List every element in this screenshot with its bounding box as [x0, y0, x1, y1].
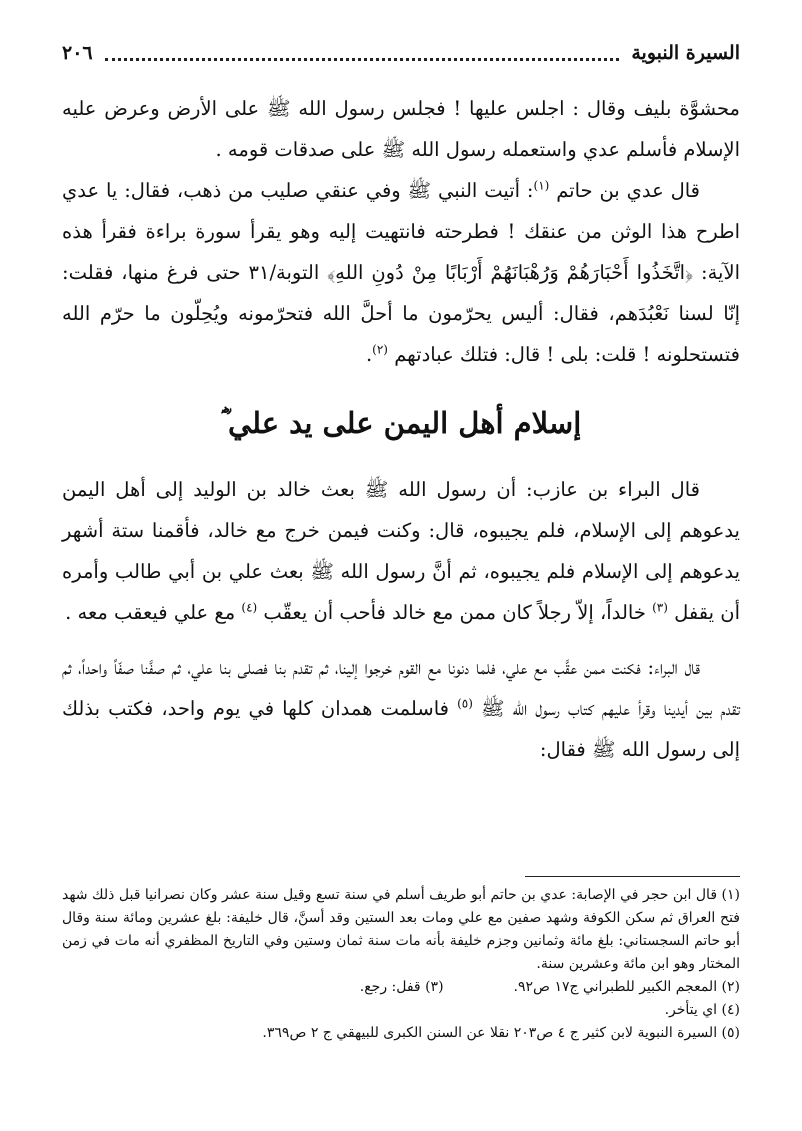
paragraph-3-part-a: قال البراء بن عازب: أن رسول الله ﷺ بعث خالد بن الوليد إلى أهل اليمن يدعوهم إلى الإسلام، فلم يجيبوه، قال: وكنت فيمن خرج مع خالد، فأقمنا ستة أشهر يدعوهم إلى الإسلام فلم يجيبوه، ثم أنَّ رسول الله ﷺ بعث علي بن أبي طالب وأمره أن يقفل	[62, 478, 740, 624]
footnote-ref-5[interactable]: (٥)	[457, 696, 473, 711]
page-number: ٢٠٦	[62, 42, 93, 64]
paragraph-4-part-a: قال البراء: فكنت ممن عقَّب مع علي، فلما دنونا مع القوم خرجوا إلينا، ثم تقدم بنا فصلى بنا علي، ثم صفَّنا صفّاً واحداً، ثم تقدم بين أيدينا وقرأ عليهم كتاب رسول الله ﷺ	[62, 656, 741, 720]
footnote-row-2-3	[62, 976, 740, 999]
paragraph-3	[62, 469, 740, 633]
footnote-ref-1[interactable]: (١)	[533, 178, 550, 193]
paragraph-4	[62, 647, 740, 770]
footnote-separator	[525, 876, 740, 877]
paragraph-1: محشوَّة بليف وقال : اجلس عليها ! فجلس رسول الله ﷺ على الأرض وعرض عليه الإسلام فأسلم عدي واستعمله رسول الله ﷺ على صدقات قومه .	[62, 97, 740, 161]
paragraph-4-part-b: فاسلمت همدان كلها في يوم واحد، فكتب بذلك إلى رسول الله ﷺ فقال:	[62, 697, 740, 761]
paragraph-2-end: .	[365, 343, 373, 366]
footnote-4: (٤) اي يتأخر.	[664, 1002, 740, 1018]
running-title: السيرة النبوية	[631, 42, 740, 64]
paragraph-2	[62, 170, 740, 375]
section-title: إسلام أهل اليمن على يد علي ؓ	[220, 406, 582, 440]
header-dot-leader	[105, 58, 620, 61]
page-header	[62, 38, 740, 68]
paragraph-3-part-b: خالداً، إلاّ رجلاً كان ممن مع خالد فأحب أن يعقّب	[263, 601, 646, 624]
footnote-ref-4[interactable]: (٤)	[241, 600, 258, 615]
footnote-ref-2[interactable]: (٢)	[372, 342, 388, 357]
footnote-3: (٣) قفل: رجع.	[359, 979, 444, 995]
paragraph-2-body: : أتيت النبي ﷺ وفي عنقي صليب من ذهب، فقال: يا عدي اطرح هذا الوثن من عنقك ! فطرحته فانتهيت إليه وهو يقرأ سورة براءة فقرأ هذه الآية: ﴿اتَّخَذُوا أَحْبَارَهُمْ وَرُهْبَانَهُمْ أَرْبَابًا مِنْ دُونِ اللهِ﴾ التوبة/٣١ حتى فرغ منها، فقلت: إنّا لسنا نَعْبُدَهم، فقال: أليس يحرّمون ما أحلَّ الله فتحرّمونه ويُحِلّون ما حرّم الله فتستحلونه ! قلت: بلى ! قال: فتلك عبادتهم	[62, 179, 740, 366]
paragraph-3-part-c: مع علي فيعقب معه .	[65, 601, 236, 624]
footnote-1: (١) قال ابن حجر في الإصابة: عدي بن حاتم أبو طريف أسلم في سنة تسع وقيل سنة عشر وكان نصرانيا قبل ذلك شهد فتح العراق ثم سكن الكوفة وشهد صفين مع علي ومات بعد الستين وقد أسنَّ، قال خليفة: بلغ عشرين ومائة سنة وقال أبو حاتم السجستاني: بلغ مائة وثمانين وجزم خليفة بأنه مات سنة ثمان وستين وفي التاريخ المظفري أنه مات في زمن المختار وهو ابن مائة وعشرين سنة.	[62, 887, 740, 972]
paragraph-2-opening: قال عدي بن حاتم	[556, 179, 700, 202]
footnotes	[62, 884, 740, 1045]
footnote-ref-3[interactable]: (٣)	[652, 600, 668, 615]
footnote-2: (٢) المعجم الكبير للطبراني ج١٧ ص٩٢.	[513, 979, 740, 995]
main-text	[62, 88, 740, 770]
footnote-5: (٥) السيرة النبوية لابن كثير ج ٤ ص٢٠٣ نقلا عن السنن الكبرى للبيهقي ج ٢ ص٣٦٩.	[262, 1025, 740, 1041]
